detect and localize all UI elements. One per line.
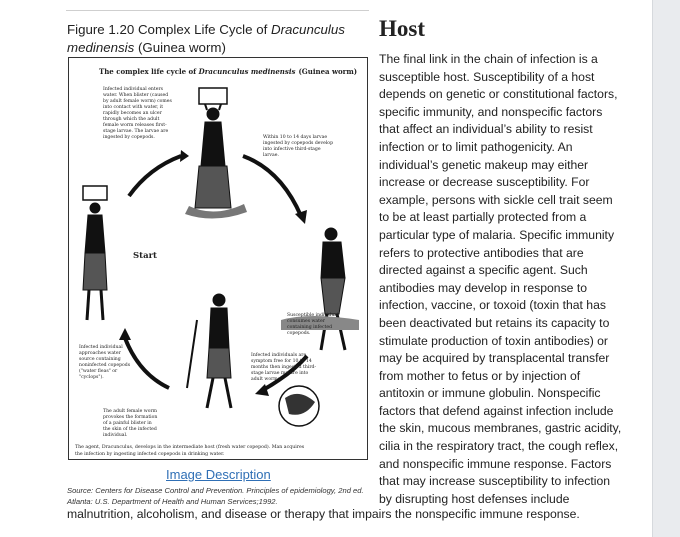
note-line: provokes the formation	[103, 415, 158, 420]
caption-line: the infection by ingesting infected copepods in drinking water.	[75, 452, 225, 457]
note-line: months then ingested third-	[251, 365, 317, 370]
source-line: Source: Centers for Disease Control and Prevention. Principles of epidemiology, 2nd ed.	[67, 486, 364, 495]
note-line: individual.	[103, 433, 128, 438]
paragraph-line: may be acquired by transplacental transfer	[379, 351, 610, 366]
paragraph-line: factors that defend against infection include	[379, 403, 614, 418]
diagram-title: The complex life cycle of Dracunculus medinensis (Guinea worm)	[99, 67, 358, 76]
note-line: Within 10 to 14 days larvae	[263, 135, 328, 140]
note-line: copepods.	[287, 331, 311, 336]
paragraph-line: The final link in the chain of infection is a	[379, 52, 598, 66]
note-mid-left	[79, 344, 131, 380]
paragraph-line: infection or to limit pathogenicity. An	[379, 139, 573, 154]
caption-line: The agent, Dracunculus, develops in the intermediate host (fresh water copepod). Man acquires	[75, 445, 305, 450]
life-cycle-diagram	[69, 58, 368, 460]
note-line: Infected individual	[79, 345, 123, 350]
note-line: into infective third-stage	[263, 147, 321, 152]
note-line: ingested by copepods develop	[263, 141, 334, 146]
paragraph-line: depends on genetic or constitutional factors,	[379, 87, 618, 102]
note-line: symptom free for 10 to 14	[251, 359, 312, 364]
paragraph-line: the skin, mucous membranes, gastric acidity,	[379, 421, 622, 436]
paragraph-line: susceptible host. Susceptibility of a host	[379, 69, 595, 84]
note-line: noninfected copepods	[79, 363, 131, 368]
note-bottom-left	[103, 408, 158, 438]
note-line: Susceptible individual	[287, 313, 339, 318]
diagram-bottom-caption	[75, 443, 305, 457]
paragraph-line: cilia in the respiratory tract, the cough reflex,	[379, 439, 619, 454]
figure-bottom-person	[187, 294, 231, 408]
paragraph-line: refers to protective antibodies that are	[379, 245, 584, 260]
paragraph-line: by disrupting host defenses include	[379, 491, 570, 506]
paragraph-line: antitoxin or immune globulin. Nonspecific	[379, 386, 601, 401]
note-line: into contact with water, it	[103, 105, 164, 110]
note-line: ingested by copepods.	[103, 135, 155, 140]
figure-top-person	[185, 88, 247, 219]
note-line: Infected individual enters	[103, 87, 163, 92]
note-line: larvae.	[263, 153, 279, 158]
paragraph-line: increase or decrease susceptibility. For	[379, 175, 590, 190]
note-line: ("water fleas" or	[79, 369, 118, 374]
paragraph-line: individual’s genetic makeup may either	[379, 157, 589, 172]
figure-left-person	[83, 186, 107, 320]
note-line: through which the adult	[103, 117, 160, 122]
paragraph-line: that may increase susceptibility to infection	[379, 474, 610, 489]
note-line: containing infected	[287, 325, 333, 330]
figure-source	[67, 485, 367, 507]
paragraph-line: and nonspecific immune response. Factors	[379, 456, 612, 471]
note-line: the skin of the infected	[103, 427, 157, 432]
life-cycle-figure	[68, 57, 368, 460]
note-line: approaches water	[79, 351, 121, 356]
paragraph-line: to be at least partially protected from a	[379, 210, 587, 225]
paragraph-final-line: malnutrition, alcoholism, and disease or therapy that impairs the nonspecific immune response.	[67, 507, 580, 521]
note-line: stage larvae. The larvae are	[103, 129, 169, 134]
paragraph-line: been deactivated but retains its capacity to	[379, 315, 610, 330]
article-paragraph	[379, 51, 635, 508]
note-line: water. When blister (caused	[103, 93, 169, 98]
page-scrollbar[interactable]	[652, 0, 680, 537]
image-description-link[interactable]: Image Description	[166, 467, 271, 482]
paragraph-line: specific immunity, and nonspecific factors	[379, 104, 603, 119]
paragraph-line: infection, vaccine, or toxoid (toxin that has	[379, 298, 606, 313]
leg-blister-inset	[279, 386, 319, 426]
note-top-right	[263, 134, 333, 158]
paragraph-line: antibodies may develop in response to	[379, 280, 587, 295]
note-line: "cyclops").	[79, 375, 104, 380]
note-line: stage larvae mature into	[251, 371, 309, 376]
note-line: The adult female worm	[103, 409, 158, 414]
note-line: rapidly becomes an ulcer	[103, 111, 162, 116]
section-heading: Host	[379, 16, 425, 41]
paragraph-line: directed against a specific agent. Such	[379, 263, 588, 278]
note-line: female worm releases first-	[103, 123, 167, 128]
note-line: by adult female worm) comes	[103, 99, 172, 104]
paragraph-line: that affect an individual’s ability to resist	[379, 122, 593, 137]
figure-divider	[66, 10, 369, 11]
paragraph-line: stimulate production of toxin antibodies) or	[379, 333, 608, 348]
source-line: Atlanta: U.S. Department of Health and Human Services;1992.	[67, 497, 278, 506]
paragraph-line: example, persons with sickle cell trait seem	[379, 192, 613, 207]
note-top-left	[103, 86, 172, 140]
note-line: source containing	[79, 357, 121, 362]
paragraph-line: from mother to fetus or by injection of	[379, 368, 581, 383]
note-line: Infected individuals are	[251, 353, 307, 358]
figure-caption: Figure 1.20 Complex Life Cycle of Dracunculus medinensis (Guinea worm)	[67, 22, 345, 55]
paragraph-line: particular type of malaria. Specific immunity	[379, 227, 615, 242]
start-label: Start	[133, 251, 157, 261]
note-line: consumes water	[287, 319, 325, 324]
note-line: of a painful blister in	[103, 421, 152, 426]
note-line: adult worms.	[251, 377, 282, 382]
